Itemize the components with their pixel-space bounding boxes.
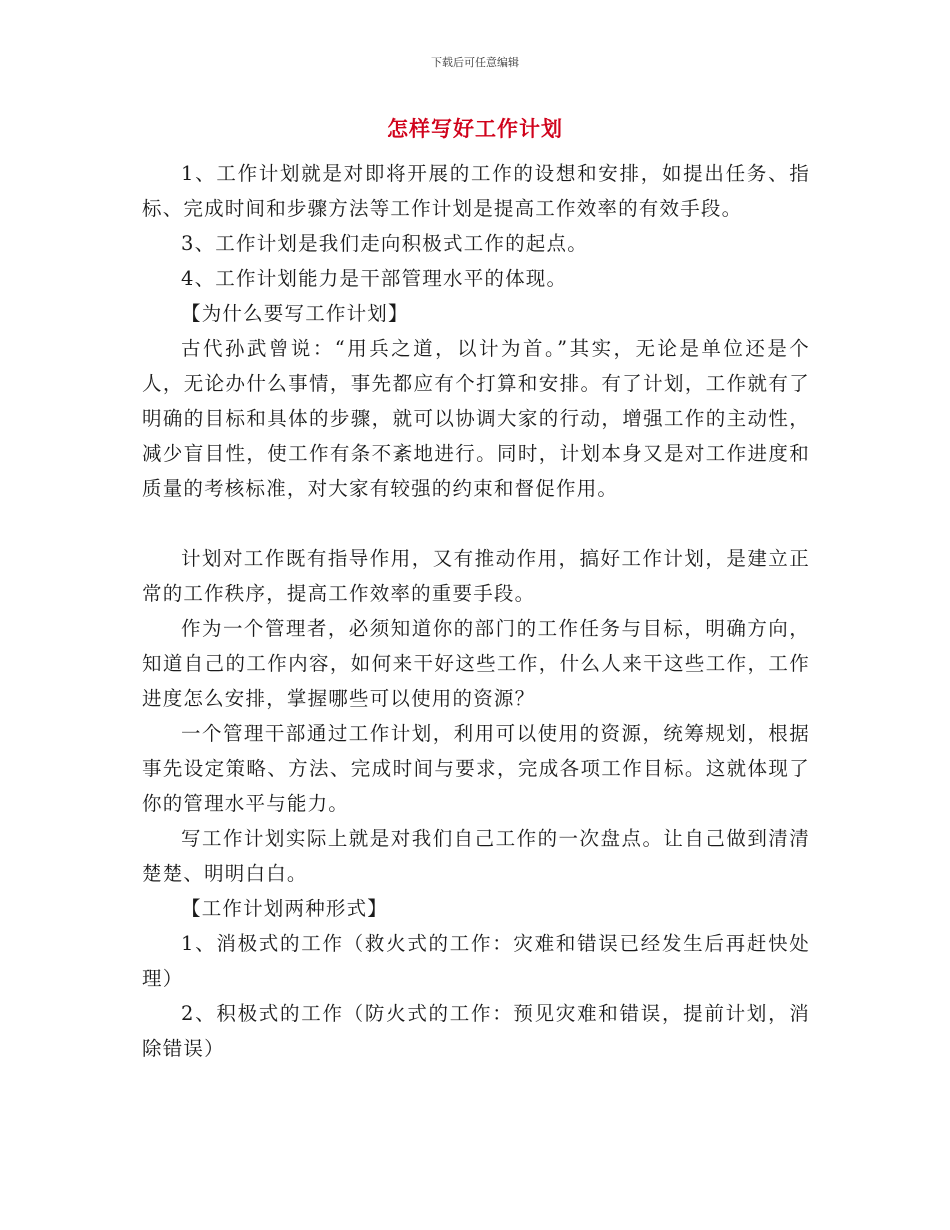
paragraph-point-4: 4、工作计划能力是干部管理水平的体现。 (181, 267, 568, 290)
paragraph-form-active: 2、积极式的工作（防火式的工作：预见灾难和错误，提前计划，消除错误） (142, 1002, 810, 1060)
page-header-note: 下载后可任意编辑 (431, 56, 519, 69)
paragraph-point-3: 3、工作计划是我们走向积极式工作的起点。 (181, 232, 588, 255)
document-body (142, 156, 810, 1066)
section-heading-forms: 【工作计划两种形式】 (181, 897, 389, 920)
paragraph-manager-planning: 一个管理干部通过工作计划，利用可以使用的资源，统筹规划，根据事先设定策略、方法、完成时间与要求，完成各项工作目标。这就体现了你的管理水平与能力。 (142, 722, 810, 815)
section-heading-why: 【为什么要写工作计划】 (181, 302, 409, 325)
paragraph-guidance-role: 计划对工作既有指导作用，又有推动作用，搞好工作计划，是建立正常的工作秩序，提高工作效率的重要手段。 (142, 547, 810, 605)
paragraph-self-review: 写工作计划实际上就是对我们自己工作的一次盘点。让自己做到清清楚楚、明明白白。 (142, 827, 810, 885)
paragraph-form-passive: 1、消极式的工作（救火式的工作：灾难和错误已经发生后再赶快处理） (142, 932, 810, 990)
document-title: 怎样写好工作计划 (387, 116, 563, 141)
paragraph-manager-duty: 作为一个管理者，必须知道你的部门的工作任务与目标，明确方向，知道自己的工作内容，如何来干好这些工作，什么人来干这些工作，工作进度怎么安排，掌握哪些可以使用的资源？ (142, 617, 810, 710)
paragraph-definition: 1、工作计划就是对即将开展的工作的设想和安排，如提出任务、指标、完成时间和步骤方法等工作计划是提高工作效率的有效手段。 (142, 162, 810, 220)
paragraph-sunwu-quote: 古代孙武曾说：“用兵之道，以计为首。”其实，无论是单位还是个人，无论办什么事情，事先都应有个打算和安排。有了计划，工作就有了明确的目标和具体的步骤，就可以协调大家的行动，增强工作的主动性，减少盲目性，使工作有条不紊地进行。同时，计划本身又是对工作进度和质量的考核标准，对大家有较强的约束和督促作用。 (142, 337, 810, 500)
